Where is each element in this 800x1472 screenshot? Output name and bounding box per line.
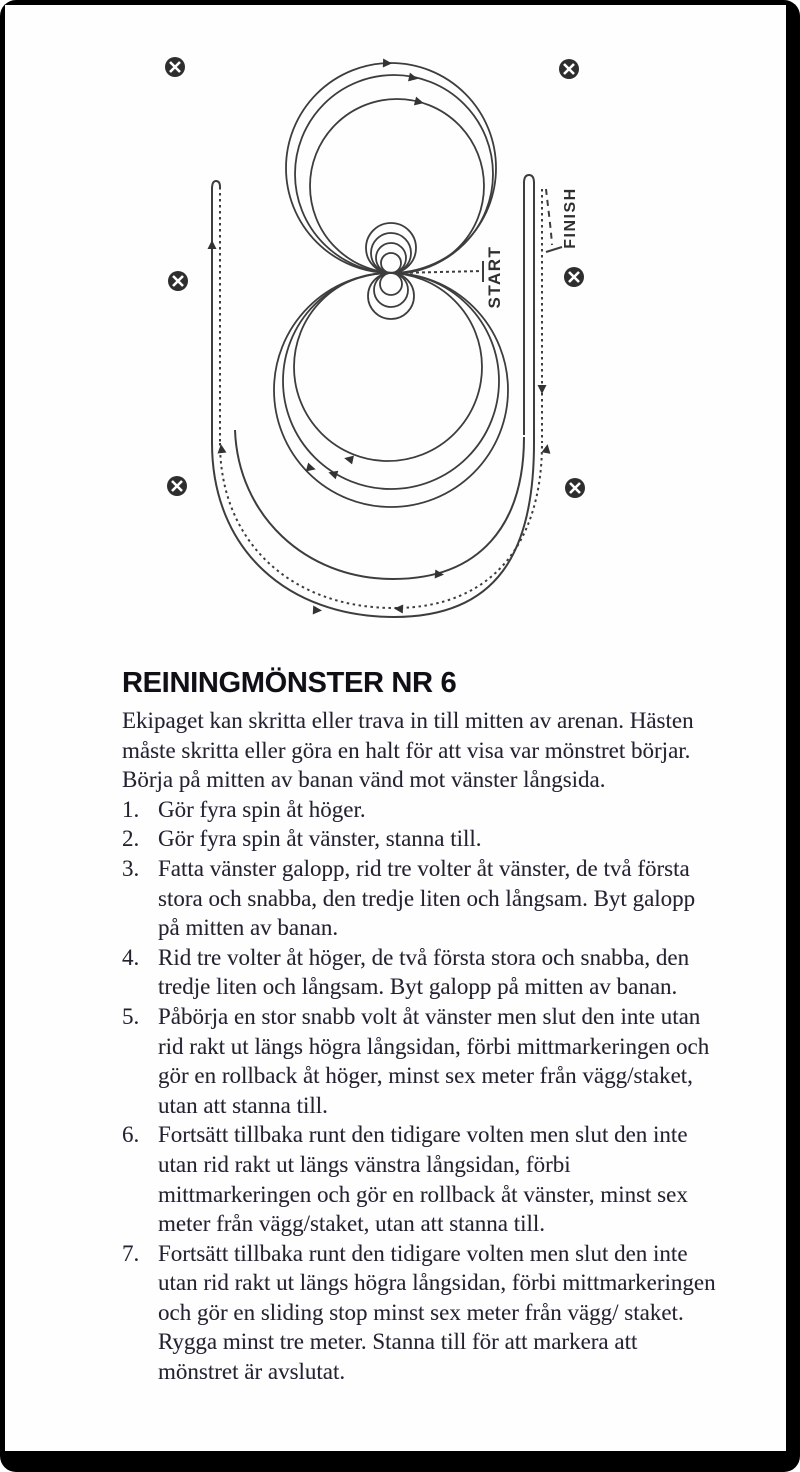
pattern-diagram-svg: [5, 5, 786, 665]
pattern-title: REININGMÖNSTER NR 6: [122, 667, 457, 699]
step-text: Fortsätt tillbaka runt den tidigare volten men slut den inte utan rid rakt ut längs högra långsidan, förbi mittmarkeringen och gör en sliding stop minst sex meter från vägg/ staket. Rygga minst tre meter. Stanna till för att markera att mönstret är avslutat.: [158, 1240, 716, 1385]
step-item: [122, 795, 722, 825]
step-text: Rid tre volter åt höger, de två första stora och snabba, den tredje liten och långsam. Byt galopp på mitten av banan.: [158, 944, 690, 1000]
arena-markers: [165, 57, 585, 498]
document-page: [5, 5, 786, 1451]
arena-marker-icon: [559, 59, 579, 79]
intro-paragraph-1: Ekipaget kan skritta eller trava in till mitten av arenan. Hästen måste skritta eller göra en halt för att visa var mönstret börjar.: [122, 708, 694, 763]
arena-marker-icon: [167, 476, 187, 496]
step-number: 5.: [122, 1003, 140, 1029]
pattern-diagram: [5, 5, 786, 665]
instructions-block: [122, 665, 722, 1387]
bottom-voltes-circles: [274, 273, 508, 507]
arena-marker-icon: [168, 271, 188, 291]
step-number: 4.: [122, 944, 140, 970]
step-text: Fatta vänster galopp, rid tre volter åt vänster, de två första stora och snabba, den tredje liten och långsam. Byt galopp på mitten av banan.: [158, 855, 696, 941]
step-item: [122, 1002, 722, 1120]
step-item: [122, 943, 722, 1002]
step-text: Gör fyra spin åt höger.: [158, 796, 366, 822]
step-item: [122, 1120, 722, 1238]
top-voltes-circles: [286, 63, 496, 273]
step-item: [122, 824, 722, 854]
bottom-run-around: [212, 430, 542, 617]
pattern-steps-list: [122, 795, 722, 1387]
step-item: [122, 1239, 722, 1387]
arena-marker-icon: [564, 267, 584, 287]
step-number: 6.: [122, 1122, 140, 1148]
step-number: 1.: [122, 796, 140, 822]
step-number: 7.: [122, 1240, 140, 1266]
direction-arrows: [208, 59, 552, 615]
left-run-track: [212, 181, 220, 445]
step-number: 3.: [122, 855, 140, 881]
arena-marker-icon: [565, 478, 585, 498]
right-run-track: [524, 175, 542, 443]
finish-label: FINISH: [562, 187, 579, 249]
step-item: [122, 854, 722, 943]
step-text: Gör fyra spin åt vänster, stanna till.: [158, 826, 482, 852]
step-text: Fortsätt tillbaka runt den tidigare volten men slut den inte utan rid rakt ut längs vänstra långsidan, förbi mittmarkeringen och gör en rollback åt vänster, minst sex meter från vägg/staket, utan att stanna till.: [158, 1122, 688, 1237]
intro-paragraph-2: Börja på mitten av banan vänd mot vänster långsida.: [122, 767, 606, 793]
start-label: START: [485, 245, 504, 309]
step-text: Påbörja en stor snabb volt åt vänster men slut den inte utan rid rakt ut längs högra långsidan, förbi mittmarkeringen och gör en rollback åt höger, minst sex meter från vägg/staket, utan att stanna till.: [158, 1003, 710, 1118]
step-number: 2.: [122, 826, 140, 852]
finish-line: [546, 189, 562, 252]
arena-marker-icon: [165, 57, 185, 77]
